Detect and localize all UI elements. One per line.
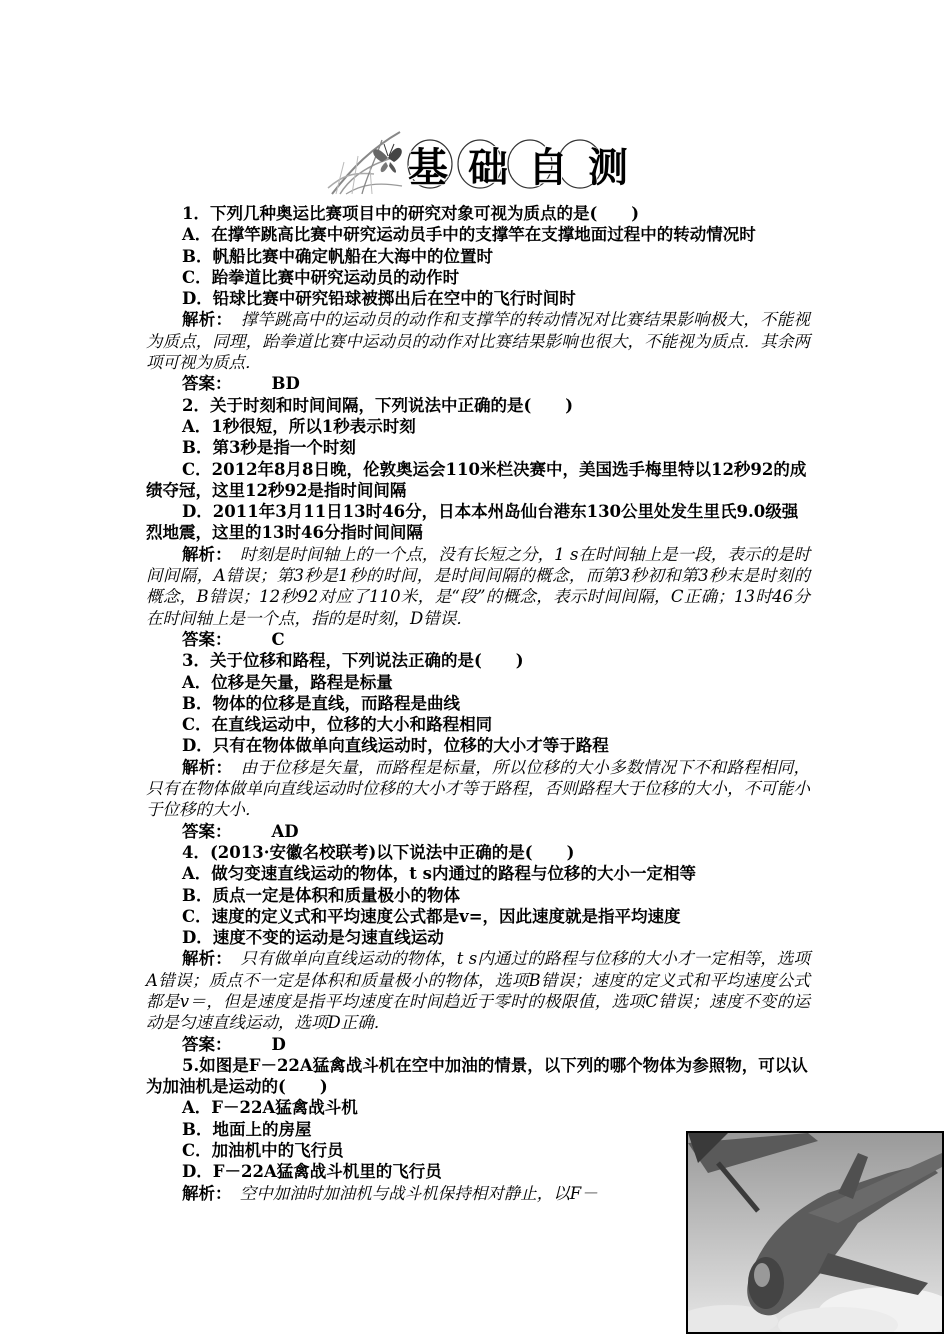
question-1-stem: 1．下列几种奥运比赛项目中的研究对象可视为质点的是( ): [182, 204, 640, 223]
question-1-answer: 答案： BD: [182, 374, 300, 394]
question-4-explanation: 解析： 只有做单向直线运动的物体，t s内通过的路程与位移的大小才一定相等，选项A错误；质点不一定是体积和质量极小的物体，选项B错误；速度的定义式和平均速度公式都是v＝，但是速度是指平均速度在时间趋近于零时的极限值，选项C错误；速度不变的运动是匀速直线运动，选项D正确．: [146, 949, 811, 1033]
question-1-option-c: C．跆拳道比赛中研究运动员的动作时: [182, 267, 460, 287]
question-2-option-c: C．2012年8月8日晚，伦敦奥运会110米栏决赛中，美国选手梅里特以12秒92的成绩夺冠，这里12秒92是指时间间隔: [146, 459, 807, 500]
question-2-option-b: B．第3秒是指一个时刻: [182, 438, 356, 458]
question-1-explanation: 解析： 撑竿跳高中的运动员的动作和支撑竿的转动情况对比赛结果影响极大，不能视为质点，同理，跆拳道比赛中运动员的动作对比赛结果影响也很大，不能视为质点．其余两项可视为质点．: [146, 310, 810, 373]
question-2-stem: 2．关于时刻和时间间隔，下列说法中正确的是( ): [182, 395, 574, 415]
question-4-option-c: C．速度的定义式和平均速度公式都是v=，因此速度就是指平均速度: [182, 906, 681, 926]
question-2-option-a: A．1秒很短，所以1秒表示时刻: [182, 416, 416, 436]
fighter-jet-icon: [688, 1133, 942, 1332]
question-5-stem: 5.如图是F－22A猛禽战斗机在空中加油的情景，以下列的哪个物体为参照物，可以认为加油机是运动的( ): [146, 1055, 808, 1097]
question-1-option-d: D．铅球比赛中研究铅球被掷出后在空中的飞行时间时: [182, 289, 576, 309]
question-2-answer: 答案： C: [182, 629, 285, 649]
question-4-option-d: D．速度不变的运动是匀速直线运动: [182, 928, 444, 948]
question-3-option-c: C．在直线运动中，位移的大小和路程相同: [182, 715, 493, 735]
question-3-stem: 3．关于位移和路程，下列说法正确的是( ): [182, 651, 524, 671]
question-5-option-d: D．F－22A猛禽战斗机里的飞行员: [182, 1162, 442, 1182]
question-1-option-a: A．在撑竿跳高比赛中研究运动员手中的支撑竿在支撑地面过程中的转动情况时: [182, 225, 756, 245]
question-5-option-a: A．F－22A猛禽战斗机: [182, 1098, 358, 1118]
question-4-answer: 答案： D: [182, 1034, 286, 1054]
question-3-option-a: A．位移是矢量，路程是标量: [182, 672, 393, 692]
section-title: 基础自测: [408, 144, 648, 191]
question-3-explanation: 解析： 由于位移是矢量，而路程是标量，所以位移的大小多数情况下不和路程相同，只有在物体做单向直线运动时位移的大小才等于路程，否则路程大于位移的大小，不可能小于位移的大小．: [146, 757, 810, 820]
question-5-option-b: B．地面上的房屋: [182, 1119, 312, 1139]
question-list: [146, 203, 810, 1204]
question-1-option-b: B．帆船比赛中确定帆船在大海中的位置时: [182, 246, 493, 266]
question-3-answer: 答案： AD: [182, 821, 299, 841]
fighter-jet-refueling-photo: [686, 1131, 944, 1334]
question-5-option-c: C．加油机中的飞行员: [182, 1141, 344, 1161]
question-2-explanation: 解析： 时刻是时间轴上的一个点，没有长短之分，1 s在时间轴上是一段，表示的是时间间隔，A错误；第3秒是1秒的时间，是时间间隔的概念，而第3秒初和第3秒末是时刻的概念，B错误；12秒92对应了110米，是“段”的概念，表示时间间隔，C正确；13时46分在时间轴上是一个点，指的是时刻，D错误．: [146, 544, 811, 628]
section-banner: [322, 128, 648, 198]
question-3-option-d: D．只有在物体做单向直线运动时，位移的大小才等于路程: [182, 736, 609, 756]
question-5-explanation: 解析： 空中加油时加油机与战斗机保持相对静止，以F－: [182, 1183, 598, 1203]
question-4-option-a: A．做匀变速直线运动的物体，t s内通过的路程与位移的大小一定相等: [182, 864, 696, 884]
question-4-stem: 4．(2013·安徽名校联考)以下说法中正确的是( ): [182, 842, 575, 862]
question-5-options: [146, 1097, 666, 1203]
question-3-option-b: B．物体的位移是直线，而路程是曲线: [182, 693, 460, 713]
question-2-option-d: D．2011年3月11日13时46分，日本本州岛仙台港东130公里处发生里氏9.0级强烈地震，这里的13时46分指时间间隔: [146, 502, 799, 543]
question-4-option-b: B．质点一定是体积和质量极小的物体: [182, 885, 460, 905]
